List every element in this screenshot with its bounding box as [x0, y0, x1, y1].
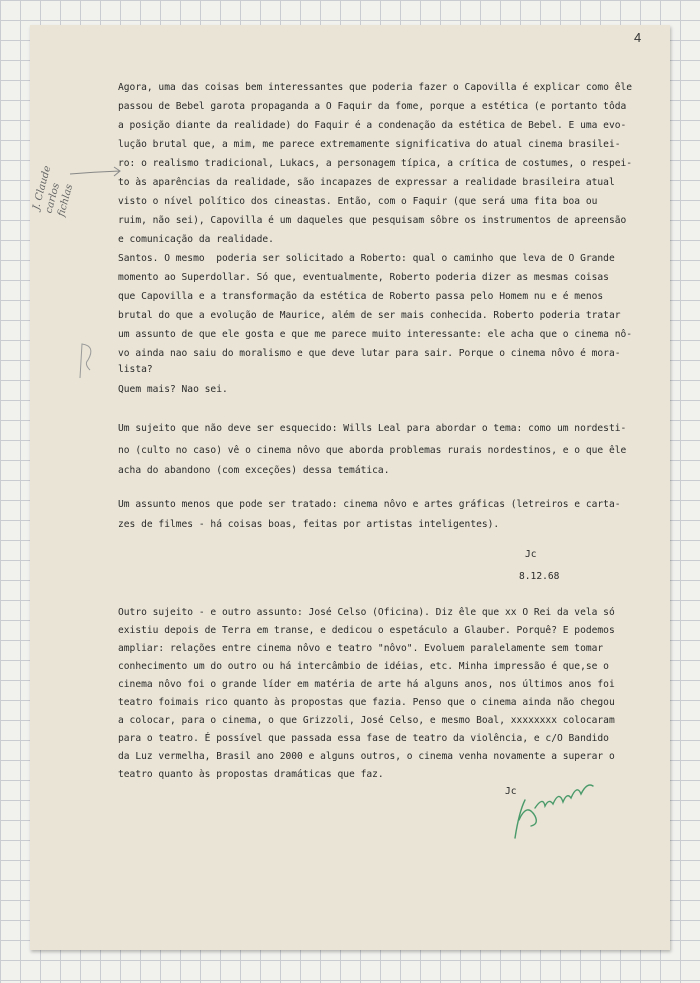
signature-initials-2: Jc: [505, 786, 517, 797]
text-line: que Capovilla e a transformação da estética de Roberto passa pelo Homem nu e é menos: [118, 291, 604, 302]
text-line: brutal do que a evolução de Maurice, além de ser mais conhecida. Roberto poderia tratar: [118, 310, 621, 321]
text-line: ro: o realismo tradicional, Lukacs, a personagem típica, a crítica de costumes, o respei-: [118, 158, 633, 169]
signature-initials: Jc: [525, 549, 537, 560]
text-line: Santos. O mesmo poderia ser solicitado a Roberto: qual o caminho que leva de O Grande: [118, 253, 615, 264]
text-line: Um sujeito que não deve ser esquecido: Wills Leal para abordar o tema: como um nordesti-: [118, 423, 627, 434]
text-line: um assunto de que ele gosta e que me parece muito interessante: ele acha que o cinema nô-: [118, 329, 633, 340]
text-line: a posição diante da realidade) do Faquir é a condenação da estética de Bebel. E uma evo-: [118, 120, 627, 131]
text-line: ampliar: relações entre cinema nôvo e teatro "nôvo". Evoluem paralelamente sem tomar: [118, 643, 604, 654]
text-line: to às aparências da realidade, são incapazes de expressar a realidade brasileira atual: [118, 177, 615, 188]
text-line: ruim, não sei), Capovilla é um daqueles que pesquisam sôbre os instrumentos de apreensão: [118, 215, 627, 226]
text-line: visto o nível político dos cineastas. Então, com o Faquir (que será uma fita boa ou: [118, 196, 598, 207]
text-line: da Luz vermelha, Brasil ano 2000 e alguns outros, o cinema venha novamente a superar o: [118, 751, 615, 762]
text-line: momento ao Superdollar. Só que, eventualmente, Roberto poderia dizer as mesmas coisas: [118, 272, 609, 283]
text-line: teatro quanto às propostas dramáticas que faz.: [118, 769, 384, 780]
margin-pencil-mark: [72, 338, 112, 383]
text-line: passou de Bebel garota propaganda a O Faquir da fome, porque a estética (e portanto tôda: [118, 101, 627, 112]
text-line: lução brutal que, a mim, me parece extremamente significativa do atual cinema brasilei-: [118, 139, 621, 150]
text-line: para o teatro. É possível que passada essa fase de teatro da violência, e c/O Bandido: [118, 733, 609, 744]
text-line: Agora, uma das coisas bem interessantes que poderia fazer o Capovilla é explicar como êle: [118, 82, 633, 93]
text-line: teatro foimais rico quanto às propostas que fazia. Penso que o cinema ainda não chegou: [118, 697, 615, 708]
text-line: conhecimento um do outro ou há intercâmbio de idéias, etc. Minha impressão é que,se o: [118, 661, 609, 672]
text-line: a colocar, para o cinema, o que Grizzoli, José Celso, e mesmo Boal, xxxxxxxx colocaram: [118, 715, 615, 726]
text-line: no (culto no caso) vê o cinema nôvo que aborda problemas rurais nordestinos, e o que êle: [118, 445, 627, 456]
page-number: 4: [634, 30, 642, 45]
text-line: cinema nôvo foi o grande líder em matéria de arte há alguns anos, nos últimos anos foi: [118, 679, 615, 690]
text-line: zes de filmes - há coisas boas, feitas por artistas inteligentes).: [118, 519, 500, 530]
margin-handwritten-note: J. Claude carlos fichlas: [30, 164, 76, 218]
text-line: Quem mais? Nao sei.: [118, 384, 228, 395]
text-line: e comunicação da realidade.: [118, 234, 274, 245]
text-line: Um assunto menos que pode ser tratado: cinema nôvo e artes gráficas (letreiros e carta-: [118, 499, 621, 510]
text-line: lista?: [118, 364, 153, 375]
text-line: vo ainda nao saiu do moralismo e que deve lutar para sair. Porque o cinema nôvo é mora-: [118, 348, 621, 359]
handwritten-signature: [505, 772, 605, 842]
text-line: existiu depois de Terra em transe, e dedicou o espetáculo a Glauber. Porquê? E podemos: [118, 625, 615, 636]
signature-date: 8.12.68: [519, 571, 560, 582]
text-line: acha do abandono (com exceções) dessa temática.: [118, 465, 390, 476]
text-line: Outro sujeito - e outro assunto: José Celso (Oficina). Diz êle que xx O Rei da vela só: [118, 607, 615, 618]
